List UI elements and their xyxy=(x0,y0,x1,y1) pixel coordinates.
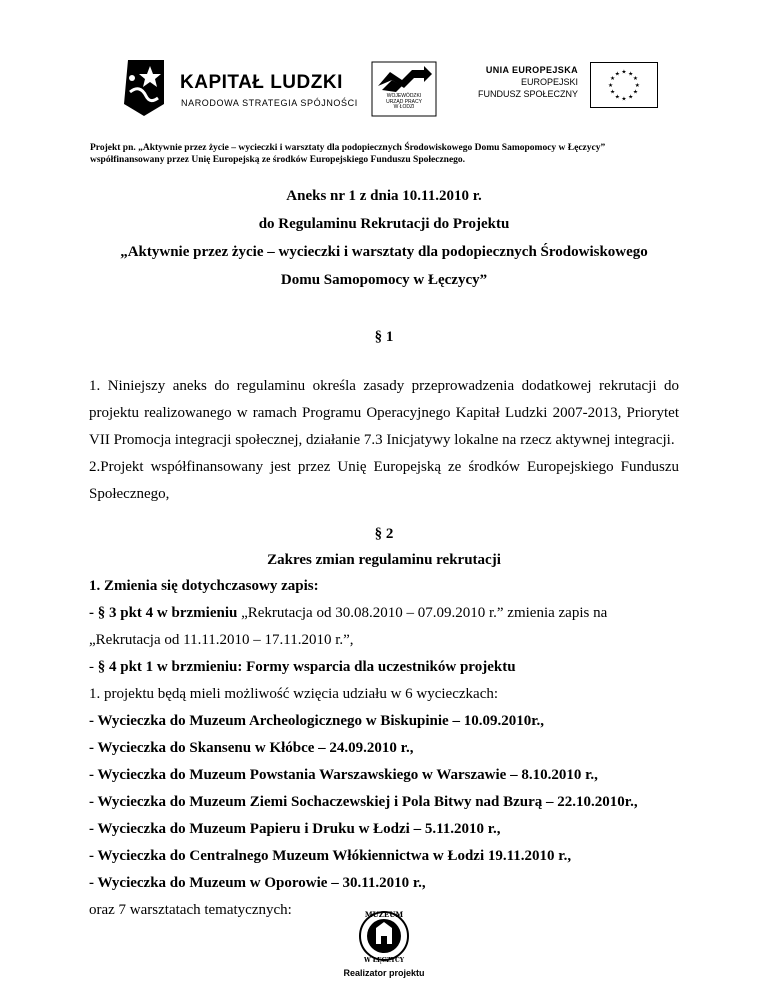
museum-seal-logo xyxy=(330,906,438,986)
project-note xyxy=(90,142,690,166)
kapital-ludzki-subtitle: NARODOWA STRATEGIA SPÓJNOŚCI xyxy=(181,98,358,108)
trip-item: - Wycieczka do Muzeum w Oporowie – 30.11.2010 r., xyxy=(89,875,426,891)
trip-item: - Wycieczka do Muzeum Powstania Warszawskiego w Warszawie – 8.10.2010 r., xyxy=(89,767,598,783)
eu-text xyxy=(478,64,578,100)
kapital-ludzki-logo xyxy=(120,58,358,118)
museum-seal-icon xyxy=(330,906,438,966)
annex-title: Aneks nr 1 z dnia 10.11.2010 r. xyxy=(286,188,482,204)
trip-item: - Wycieczka do Muzeum Archeologicznego w Biskupinie – 10.09.2010r., xyxy=(89,713,544,729)
section2-title: § 2 xyxy=(374,526,394,542)
eu-flag-icon xyxy=(590,62,658,108)
svg-text:★: ★ xyxy=(608,82,614,89)
change-item1-text: „Rekrutacja od 30.08.2010 – 07.09.2010 r.” zmienia zapis na xyxy=(241,605,608,621)
logo-bar xyxy=(0,50,768,120)
eu-line1: UNIA EUROPEJSKA xyxy=(485,65,578,75)
svg-text:★: ★ xyxy=(632,76,639,83)
trip-item: - Wycieczka do Centralnego Muzeum Włókiennictwa w Łodzi 19.11.2010 r., xyxy=(89,848,572,864)
change-heading: 1. Zmienia się dotychczasowy zapis: xyxy=(89,578,319,594)
wup-logo xyxy=(368,60,440,118)
svg-text:★: ★ xyxy=(628,71,634,78)
svg-text:★: ★ xyxy=(632,89,639,96)
change-item1 xyxy=(89,605,607,622)
trip-item: - Wycieczka do Muzeum Papieru i Druku w Łodzi – 5.11.2010 r., xyxy=(89,821,501,837)
project-note-line1: Projekt pn. „Aktywnie przez życie – wycieczki i warsztaty dla podopiecznych Środowiskowego Domu Samopomocy w Łęczycy” xyxy=(90,143,606,153)
annex-subtitle: do Regulaminu Rekrutacji do Projektu xyxy=(258,216,510,232)
trip-item: - Wycieczka do Skansenu w Kłóbce – 24.09.2010 r., xyxy=(89,740,414,756)
wup-line3: W ŁODZI xyxy=(393,104,415,110)
change-item2-text: 1. projektu będą mieli możliwość wzięcia udziału w 6 wycieczkach: xyxy=(89,686,499,702)
svg-text:★: ★ xyxy=(634,82,640,89)
change-item2-bold: § 4 pkt 1 w brzmieniu: Formy wsparcia dla uczestników projektu xyxy=(97,659,516,675)
section1-paragraph2: 2.Projekt współfinansowany jest przez Unię Europejską ze środków Europejskiego Funduszu Społecznego, xyxy=(89,459,679,502)
trip-item: - Wycieczka do Muzeum Ziemi Sochaczewskiej i Pola Bitwy nad Bzurą – 22.10.2010r., xyxy=(89,794,638,810)
seal-bottom-text: W ŁĘCZYCY xyxy=(363,957,405,964)
svg-text:★: ★ xyxy=(609,76,616,83)
section1-paragraph1: 1. Niniejszy aneks do regulaminu określa zasady przeprowadzenia dodatkowej rekrutacji do projektu realizowanego w ramach Programu Operacyjnego Kapitał Ludzki 2007-2013, Priorytet VII Promocja integracji społecznej, działanie 7.3 Inicjatywy lokalne na rzecz aktywnej integracji. xyxy=(89,378,679,448)
change-item2-dash: - xyxy=(89,659,98,675)
project-note-line2: współfinansowany przez Unię Europejską ze środków Europejskiego Funduszu Społecznego. xyxy=(90,155,466,165)
svg-text:★: ★ xyxy=(628,94,634,101)
svg-text:★: ★ xyxy=(614,71,620,78)
change-item1-bold: - § 3 pkt 4 w brzmieniu xyxy=(89,605,242,621)
section2-subtitle: Zakres zmian regulaminu rekrutacji xyxy=(267,552,501,568)
svg-text:★: ★ xyxy=(609,89,616,96)
wup-text xyxy=(382,94,426,111)
project-implementer-label: Realizator projektu xyxy=(343,968,425,978)
change-item2 xyxy=(89,659,516,676)
seal-top-text: MUZEUM xyxy=(364,910,404,919)
kapital-ludzki-title: KAPITAŁ LUDZKI xyxy=(180,72,343,93)
svg-text:★: ★ xyxy=(621,69,627,76)
change-item1-cont: „Rekrutacja od 11.11.2010 – 17.11.2010 r.”, xyxy=(89,632,354,648)
svg-text:★: ★ xyxy=(614,94,620,101)
wup-line1: WOJEWÓDZKI xyxy=(386,93,422,99)
project-name-line2: Domu Samopomocy w Łęczycy” xyxy=(280,272,488,288)
svg-text:★: ★ xyxy=(621,96,627,103)
eu-line3: FUNDUSZ SPOŁECZNY xyxy=(477,89,578,99)
closing-line: oraz 7 warsztatach tematycznych: xyxy=(89,902,292,918)
kapital-ludzki-star-icon xyxy=(120,58,168,118)
eu-logo xyxy=(478,62,658,114)
section1-title: § 1 xyxy=(374,329,394,345)
eu-line2: EUROPEJSKI xyxy=(520,77,578,87)
wup-line2: URZĄD PRACY xyxy=(386,98,422,105)
project-name-line1: „Aktywnie przez życie – wycieczki i warsztaty dla podopiecznych Środowiskowego xyxy=(120,244,648,260)
